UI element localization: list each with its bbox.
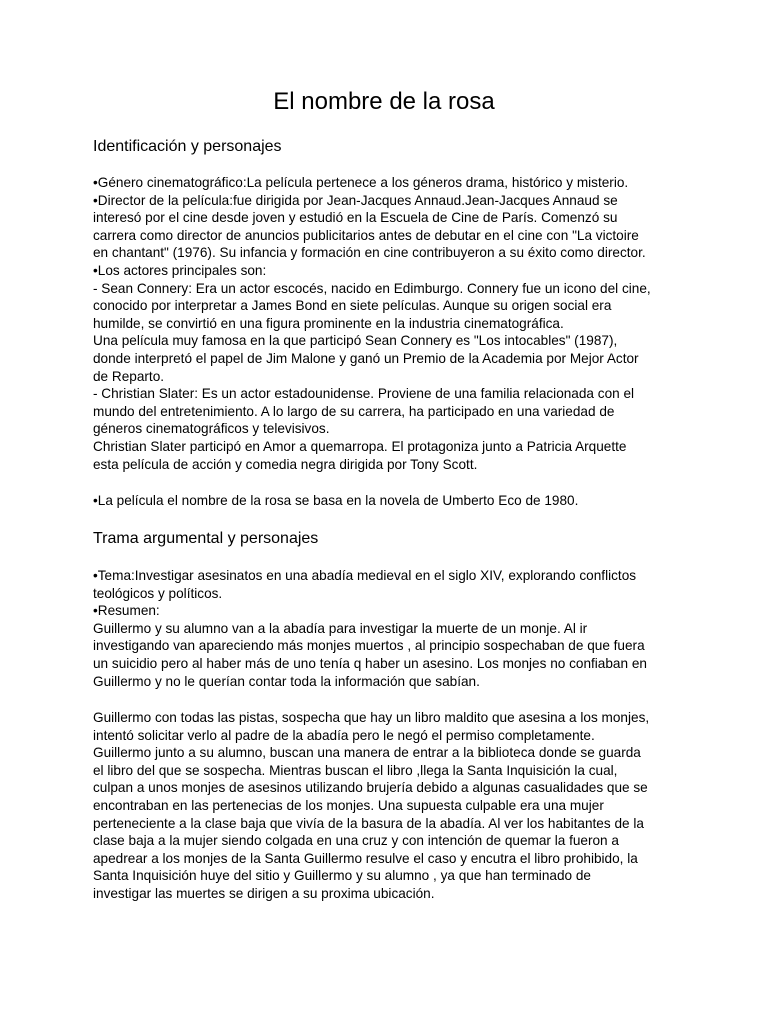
text-line: conocido por interpretar a James Bond en siete películas. Aunque su origen social era [93,298,612,314]
section-heading-trama: Trama argumental y personajes [93,530,319,547]
text-line: •Tema:Investigar asesinatos en una abadía medieval en el siglo XIV, explorando conflictos [93,568,637,583]
text-line: •Resumen: [93,603,160,619]
text-line: mundo del entretenimiento. A lo largo de su carrera, ha participado en una variedad de [93,403,615,419]
text-line: clase baja a la mujer siendo colgada en una cruz y con intención de quemar la fueron a [93,833,619,849]
text-line: investigar las muertes se dirigen a su proxima ubicación. [93,885,435,901]
text-line: Guillermo y su alumno van a la abadía para investigar la muerte de un monje. Al ir [93,620,588,636]
text-line: donde interpretó el papel de Jim Malone y ganó un Premio de la Academia por Mejor Actor [93,350,639,366]
text-line: •Género cinematográfico:La película pertenece a los géneros drama, histórico y misterio. [93,175,629,190]
text-line: el libro del que se sospecha. Mientras buscan el libro ,llega la Santa Inquisición la cual, [93,762,618,778]
text-line: Guillermo con todas las pistas, sospecha que hay un libro maldito que asesina a los monjes, [93,710,650,725]
text-line: en chantant" (1976). Su infancia y formación en cine contribuyeron a su éxito como director. [93,245,646,261]
text-line: humilde, se convirtió en una figura prominente en la industria cinematográfica. [93,315,564,331]
text-line: - Sean Connery: Era un actor escocés, nacido en Edimburgo. Connery fue un icono del cine, [93,280,651,296]
text-line: esta película de acción y comedia negra dirigida por Tony Scott. [93,456,478,472]
text-line: investigando van apareciendo más monjes muertos , al principio sospechaban de que fuera [93,638,645,654]
text-line: perteneciente a la clase baja que vivía de la basura de la abadía. Al ver los habitantes de la [93,815,644,831]
section-identificacion-body [93,174,683,473]
text-line: de Reparto. [93,368,165,384]
section-trama-paragraph-1 [93,567,683,690]
text-line: teológicos y políticos. [93,585,223,601]
document-title: El nombre de la rosa [273,88,495,115]
text-line: Una película muy famosa en la que participó Sean Connery es "Los intocables" (1987), [93,333,618,349]
text-line: - Christian Slater: Es un actor estadounidense. Proviene de una familia relacionada con el [93,386,635,402]
text-line: apedrear a los monjes de la Santa Guillermo resulve el caso y encutra el libro prohibido, la [93,850,638,866]
text-line: encontraban en las pertenecias de los monjes. Una supuesta culpable era una mujer [93,797,604,813]
text-line: Christian Slater participó en Amor a quemarropa. El protagoniza junto a Patricia Arquette [93,438,627,454]
text-line: un suicidio pero al haber más de uno tenía q haber un asesino. Los monjes no confiaban en [93,655,647,671]
text-line: Guillermo junto a su alumno, buscan una manera de entrar a la biblioteca donde se guarda [93,745,641,761]
text-line: Santa Inquisición huye del sitio y Guillermo y su alumno , ya que han terminado de [93,868,591,884]
section-trama-paragraph-2 [93,709,683,903]
section-heading-identificacion: Identificación y personajes [93,138,282,155]
text-line: géneros cinematográficos y televisivos. [93,421,330,437]
text-line: intentó solicitar verlo al padre de la abadía pero le negó el permiso completamente. [93,727,595,743]
section-identificacion-note: •La película el nombre de la rosa se basa en la novela de Umberto Eco de 1980. [93,493,579,508]
text-line: •Los actores principales son: [93,262,267,278]
text-line: interesó por el cine desde joven y estudió en la Escuela de Cine de París. Comenzó su [93,210,618,226]
text-line: culpan a unos monjes de asesinos utilizando brujería debido a algunas casualidades que se [93,780,648,796]
text-line: carrera como director de anuncios publicitarios antes de debutar en el cine con "La victoire [93,227,639,243]
text-line: Guillermo y no le querían contar toda la información que sabían. [93,673,480,689]
text-line: •Director de la película:fue dirigida por Jean-Jacques Annaud.Jean-Jacques Annaud se [93,192,618,208]
